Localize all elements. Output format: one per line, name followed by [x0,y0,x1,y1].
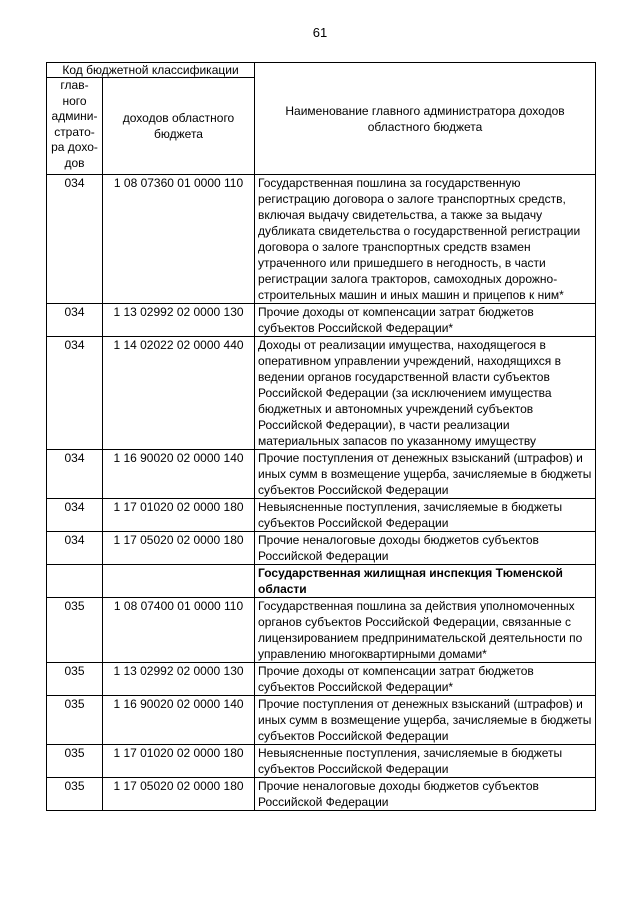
administrator-name-header: Наименование главного администратора доходов областного бюджета [255,63,596,175]
income-name-cell: Государственная пошлина за государственную регистрацию договора о залоге транспортных средств, включая выдачу свидетельства, а также за выдачу дубликата свидетельства о государственной регистрации договора о залоге транспортных средств взамен утраченного или пришедшего в негодность, в части регистрации залога тракторов, самоходных дорожно-строительных машин и иных машин и прицепов к ним* [255,175,596,304]
admin-code-cell: 034 [47,532,103,565]
admin-code-cell: 034 [47,175,103,304]
admin-code-cell: 034 [47,304,103,337]
header-row-top [47,63,596,78]
budget-code-header: Код бюджетной классификации [47,63,255,78]
table-body [47,175,596,811]
admin-code-cell: 035 [47,778,103,811]
admin-code-cell: 035 [47,598,103,663]
income-code-cell: 1 13 02992 02 0000 130 [103,304,255,337]
income-code-cell: 1 16 90020 02 0000 140 [103,450,255,499]
page-number: 61 [312,25,328,40]
table-row [47,450,596,499]
table-row [47,598,596,663]
income-code-cell: 1 17 05020 02 0000 180 [103,778,255,811]
admin-code-cell: 035 [47,696,103,745]
admin-code-cell [47,565,103,598]
income-name-cell: Государственная пошлина за действия уполномоченных органов субъектов Российской Федерации, связанные с лицензированием предпринимательской деятельности по управлению многоквартирными домами* [255,598,596,663]
income-name-cell: Доходы от реализации имущества, находящегося в оперативном управлении учреждений, находящихся в ведении органов государственной власти субъектов Российской Федерации (за исключением имущества бюджетных и автономных учреждений субъектов Российской Федерации), в части реализации материальных запасов по указанному имуществу [255,337,596,450]
admin-code-cell: 034 [47,450,103,499]
income-name-cell: Прочие поступления от денежных взысканий (штрафов) и иных сумм в возмещение ущерба, зачисляемые в бюджеты субъектов Российской Федерации [255,696,596,745]
admin-code-cell: 035 [47,745,103,778]
admin-code-cell: 035 [47,663,103,696]
table-row [47,778,596,811]
admin-code-cell: 034 [47,499,103,532]
income-code-cell: 1 17 01020 02 0000 180 [103,499,255,532]
income-name-cell: Невыясненные поступления, зачисляемые в бюджеты субъектов Российской Федерации [255,745,596,778]
section-title-cell: Государственная жилищная инспекция Тюменской области [255,565,596,598]
income-name-cell: Прочие неналоговые доходы бюджетов субъектов Российской Федерации [255,778,596,811]
income-name-cell: Прочие неналоговые доходы бюджетов субъектов Российской Федерации [255,532,596,565]
section-row [47,565,596,598]
table-row [47,663,596,696]
income-code-cell: 1 16 90020 02 0000 140 [103,696,255,745]
income-name-cell: Прочие поступления от денежных взысканий (штрафов) и иных сумм в возмещение ущерба, зачисляемые в бюджеты субъектов Российской Федерации [255,450,596,499]
table-row [47,175,596,304]
income-code-header: доходов областного бюджета [103,78,255,175]
table-row [47,532,596,565]
income-code-cell: 1 13 02992 02 0000 130 [103,663,255,696]
income-code-cell: 1 17 01020 02 0000 180 [103,745,255,778]
income-name-cell: Невыясненные поступления, зачисляемые в бюджеты субъектов Российской Федерации [255,499,596,532]
income-name-cell: Прочие доходы от компенсации затрат бюджетов субъектов Российской Федерации* [255,663,596,696]
income-code-cell: 1 14 02022 02 0000 440 [103,337,255,450]
table-row [47,337,596,450]
admin-code-cell: 034 [47,337,103,450]
chief-administrator-header: глав-ного админи-страто-ра дохо-дов [47,78,103,175]
income-code-cell [103,565,255,598]
table-row [47,696,596,745]
budget-classification-table [46,62,596,811]
table-row [47,745,596,778]
income-code-cell: 1 08 07360 01 0000 110 [103,175,255,304]
table-row [47,304,596,337]
income-code-cell: 1 08 07400 01 0000 110 [103,598,255,663]
income-name-cell: Прочие доходы от компенсации затрат бюджетов субъектов Российской Федерации* [255,304,596,337]
income-code-cell: 1 17 05020 02 0000 180 [103,532,255,565]
table-row [47,499,596,532]
